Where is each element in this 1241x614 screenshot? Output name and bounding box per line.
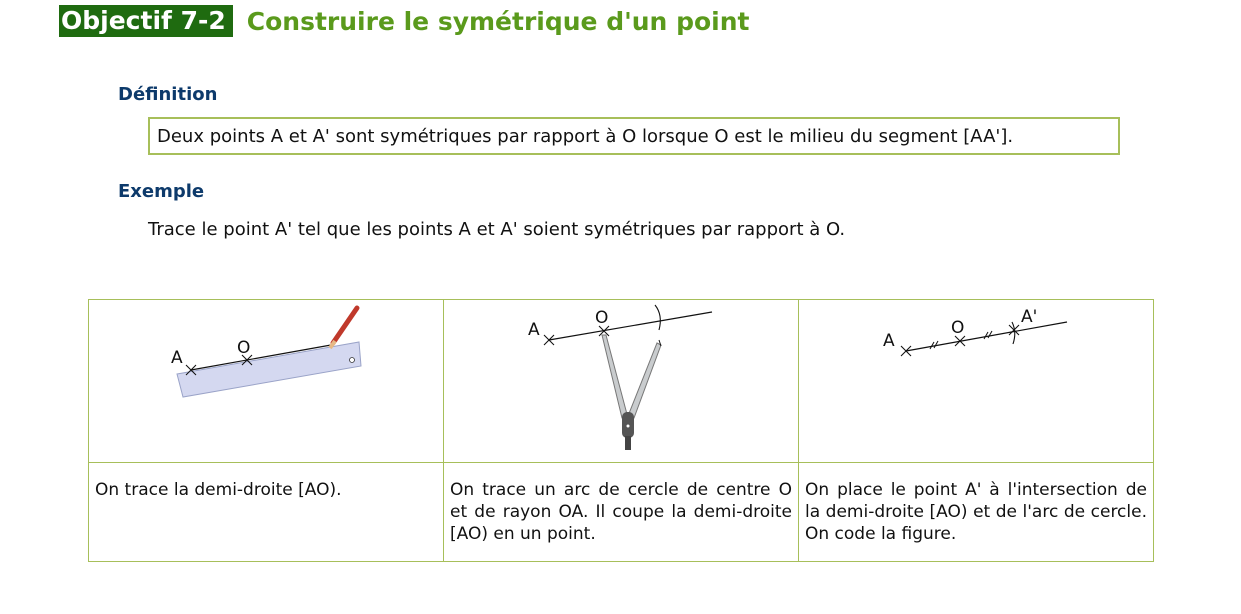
cross-a-prime <box>1009 322 1019 344</box>
figures-row <box>89 300 1154 463</box>
step2-caption: On trace un arc de cercle de centre O et de rayon OA. Il coupe la demi-droite [AO) en un point. <box>444 463 799 562</box>
example-text: Trace le point A' tel que les points A et A' soient symétriques par rapport à O. <box>148 219 846 240</box>
ray-ao <box>906 322 1067 351</box>
definition-heading: Définition <box>118 84 218 105</box>
step1-caption: On trace la demi-droite [AO). <box>89 463 444 562</box>
steps-table <box>88 299 1154 562</box>
arc <box>655 305 660 330</box>
label-a: A <box>528 320 540 340</box>
objective-header <box>59 4 749 38</box>
step1-drawing <box>89 300 443 458</box>
step3-figure <box>799 300 1154 463</box>
ruler-icon <box>177 342 361 397</box>
label-o: O <box>237 338 251 358</box>
label-o: O <box>595 308 609 328</box>
label-a: A <box>171 348 183 368</box>
step1-figure <box>89 300 444 463</box>
step2-drawing <box>444 300 798 458</box>
label-o: O <box>951 318 965 338</box>
definition-box: Deux points A et A' sont symétriques par rapport à O lorsque O est le milieu du segment [AA']. <box>148 117 1120 155</box>
objective-badge: Objectif 7-2 <box>59 5 233 37</box>
label-a: A <box>883 331 895 351</box>
pencil-icon <box>330 308 357 348</box>
objective-title: Construire le symétrique d'un point <box>246 6 750 36</box>
compass-icon <box>602 335 661 450</box>
cross-a <box>901 346 911 356</box>
ray-ao <box>549 312 712 340</box>
step3-drawing <box>799 300 1153 458</box>
captions-row <box>89 463 1154 562</box>
step3-caption: On place le point A' à l'intersection de la demi-droite [AO) et de l'arc de cercle. On code la figure. <box>799 463 1154 562</box>
label-a-prime: A' <box>1021 307 1038 327</box>
step2-figure <box>444 300 799 463</box>
example-heading: Exemple <box>118 181 205 202</box>
